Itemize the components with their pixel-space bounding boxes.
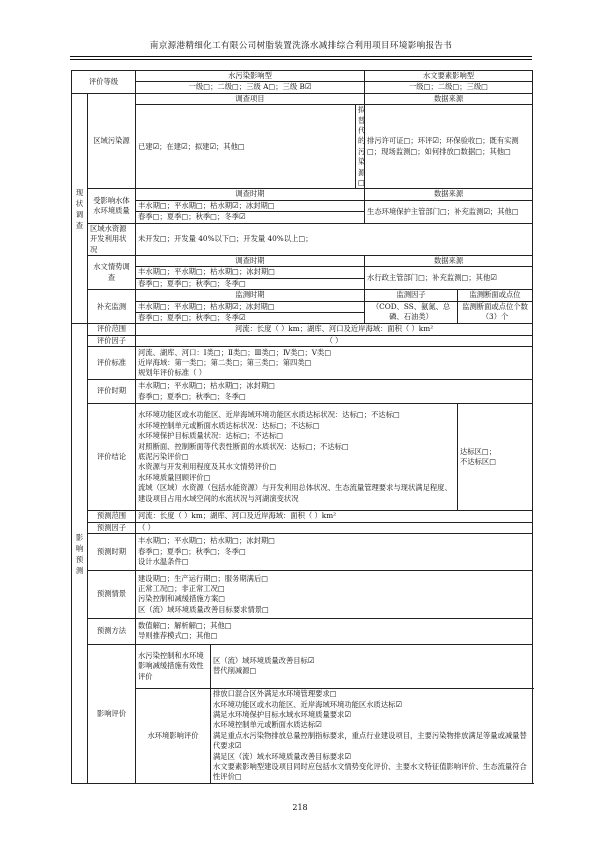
affected-water-label: 受影响水体水环境质量 bbox=[88, 189, 136, 223]
prediction-scenario-line3: 污染控制和减缓措施方案□ bbox=[138, 594, 226, 604]
assessment-scope-label: 评价范围 bbox=[88, 324, 136, 335]
hydrology-data-source: 水行政主管部门□；补充监测□；其他☑ bbox=[365, 267, 533, 290]
attainment-zone bbox=[458, 404, 533, 511]
conclusion-line: 水环境质量回顾评价□ bbox=[138, 472, 211, 482]
replaced-source: 拟替代的污染源□ bbox=[356, 105, 365, 189]
assessment-standard-label: 评价标准 bbox=[88, 347, 136, 380]
conclusion-line: 水环境保护目标质量状况：达标□；不达标□ bbox=[138, 431, 284, 441]
impact-line: 水环境功能区或水功能区、近岸海域环境功能区水质达标☑ bbox=[213, 699, 402, 709]
monitor-period-header: 监测时期 bbox=[136, 290, 365, 301]
prediction-period-line1: 丰水期□；平水期□；枯水期□；冰封期□ bbox=[138, 536, 276, 546]
impact-line: 水环境控制单元或断面水质达标☑ bbox=[213, 720, 322, 730]
survey-period-header-2: 调查时期 bbox=[136, 255, 365, 266]
supplementary-monitoring-label: 补充监测 bbox=[88, 290, 136, 324]
impact-line: 满足区（流）域水环境质量改善目标要求☑ bbox=[213, 751, 351, 761]
assessment-standard-line3: 规划年评价标准（ ） bbox=[138, 368, 206, 378]
mitigation-effectiveness-label: 水污染控制和水环境影响减缓措施有效性评价 bbox=[136, 644, 211, 688]
prediction-method-line1: 数值解□；解析解□；其他□ bbox=[138, 621, 232, 631]
prediction-period-line2: 春季□；夏季□；秋季□；冬季□ bbox=[138, 546, 246, 556]
water-impact-assessment-lines bbox=[211, 688, 533, 783]
assessment-table bbox=[71, 70, 533, 784]
page-header: 南京源港精细化工有限公司树脂装置洗涤水减排综合利用项目环境影响报告书 bbox=[149, 41, 453, 51]
attainment-zone-line1: 达标区□； bbox=[460, 446, 497, 456]
prediction-scenario-line1: 建设期□；生产运行期□；服务期满后□ bbox=[138, 573, 269, 583]
monitor-period-line1: 丰水期□；平水期□；枯水期☑；冰封期□ bbox=[136, 301, 365, 312]
water-pollution-type: 水污染影响型 bbox=[136, 71, 365, 82]
impact-line: 满足水环境保护目标水域水环境质量要求☑ bbox=[213, 709, 351, 719]
assessment-scope-text: 河流：长度（ ）km；湖库、河口及近岸海域：面积（ ）km² bbox=[136, 324, 533, 335]
conclusion-line: 流域（区域）水资源（包括水能资源）与开发利用总体状况、生态流量管理要求与现状满足程度、建设项目占用水域空间的水流状况与河湖演变状况 bbox=[138, 483, 452, 503]
monitor-factors-header: 监测因子 bbox=[365, 290, 458, 301]
assessment-factor-text: （ ） bbox=[136, 335, 533, 346]
prediction-scenario-line2: 正常工况□；非正常工况□ bbox=[138, 584, 225, 594]
monitor-factors: （COD、SS、氨氮、总磷、石油类） bbox=[365, 301, 458, 324]
assessment-period-line2: 春季□；夏季□；秋季□；冬季□ bbox=[138, 391, 246, 401]
hydrology-type: 水文要素影响型 bbox=[365, 71, 533, 82]
impact-line: 满足重点水污染物排放总量控制指标要求，重点行业建设项目，主要污染物排放满足等量或减量替代要求☑ bbox=[213, 730, 527, 751]
assessment-standard-line2: 近岸海域：第一类□；第二类□；第三类□；第四类□ bbox=[138, 357, 312, 367]
page-number: 218 bbox=[292, 803, 308, 812]
impact-assessment-section: 影响评价 bbox=[88, 644, 136, 783]
water-pollution-levels: 一级□；二级□；三级 A□；三级 B☑ bbox=[136, 82, 365, 93]
prediction-factor-label: 预测因子 bbox=[88, 522, 136, 533]
pollution-data-source: 排污许可证□；环评☑；环保验收□；既有实测□；现场监测□；如何排放□数据□；其他□ bbox=[365, 105, 533, 189]
monitor-period-line2: 春季□；夏季□；秋季□；冬季☑ bbox=[136, 312, 365, 323]
data-source-header-3: 数据来源 bbox=[365, 255, 533, 266]
affected-period-line2: 春季□；夏季□；秋季□；冬季☑ bbox=[136, 212, 365, 223]
survey-period-header: 调查时期 bbox=[136, 189, 365, 200]
impact-line: 水文要素影响型建设项目同时应包括水文情势变化评价、主要水文特征值影响评价、生态流量符合性评价□ bbox=[213, 761, 527, 782]
mitigation-line2: 替代削减源□ bbox=[213, 666, 257, 676]
prediction-period-label: 预测时期 bbox=[88, 533, 136, 570]
hydrology-survey-label: 水文情势调查 bbox=[88, 255, 136, 289]
assessment-factor-label: 评价因子 bbox=[88, 335, 136, 346]
prediction-period-line3: 设计水温条件□ bbox=[138, 557, 189, 567]
water-resource-text: 未开发□；开发量 40%以下□；开发量 40%以上□； bbox=[136, 223, 533, 255]
conclusion-line: 水环境控制单元或断面水质达标状况：达标□；不达标□ bbox=[138, 420, 320, 430]
impact-line: 排放口混合区外满足水环境管理要求□ bbox=[213, 689, 337, 699]
assessment-conclusion-label: 评价结论 bbox=[88, 404, 136, 511]
attainment-zone-line2: 不达标区□ bbox=[460, 457, 497, 467]
data-source-header: 数据来源 bbox=[365, 93, 533, 104]
assessment-period-label: 评价时期 bbox=[88, 380, 136, 404]
conclusion-line: 水环境功能区或水功能区、近岸海域环境功能区水质达标状况：达标□；不达标□ bbox=[138, 410, 400, 420]
header-rule-thin bbox=[70, 59, 532, 60]
assessment-period-line1: 丰水期□；平水期□；枯水期□；冰封期□ bbox=[138, 381, 276, 391]
assessment-conclusion-lines bbox=[136, 404, 458, 511]
conclusion-line: 对照断面、控制断面等代表性断面的水质状况：达标□；不达标□ bbox=[138, 441, 349, 451]
prediction-method-label: 预测方法 bbox=[88, 618, 136, 644]
header-rule bbox=[70, 56, 532, 57]
hydrology-period-line2: 春季□；夏季□；秋季□；冬季□ bbox=[136, 278, 365, 289]
survey-items-header: 调查项目 bbox=[136, 93, 365, 104]
conclusion-line: 水资源与开发利用程度及其水文情势评价□ bbox=[138, 462, 277, 472]
prediction-method-line2: 导则推荐模式□；其他□ bbox=[138, 631, 218, 641]
prediction-factor-text: （ ） bbox=[136, 522, 533, 533]
monitor-sections-header: 监测断面或点位 bbox=[458, 290, 533, 301]
prediction-scope-label: 预测范围 bbox=[88, 511, 136, 522]
data-source-header-2: 数据来源 bbox=[365, 189, 533, 200]
affected-period-line1: 丰水期□；平水期□；枯水期☑；冰封期□ bbox=[136, 200, 365, 211]
prediction-scenario-label: 预测情景 bbox=[88, 570, 136, 618]
regional-pollution-label: 区域污染源 bbox=[88, 93, 136, 189]
monitor-sections: 监测断面或点位个数（3）个 bbox=[458, 301, 533, 324]
hydrology-period-line1: 丰水期□；平水期□；枯水期□；冰封期□ bbox=[136, 267, 365, 278]
pollution-items: 已建☑；在建☑；拟建☑；其他□ bbox=[136, 105, 356, 189]
grade-label: 评价等级 bbox=[72, 71, 136, 94]
water-resource-label: 区域水资源开发利用状况 bbox=[88, 223, 136, 255]
prediction-scope-text: 河流：长度（ ）km；湖库、河口及近岸海域：面积（ ）km² bbox=[136, 511, 533, 522]
hydrology-levels: 一级□；二级□；三级□ bbox=[365, 82, 533, 93]
affected-data-source: 生态环境保护主管部门□；补充监测☑；其他□ bbox=[365, 200, 533, 223]
mitigation-line1: 区（流）域环境质量改善目标☑ bbox=[213, 656, 315, 666]
impact-prediction-section: 影响预测 bbox=[72, 324, 88, 784]
water-impact-assessment-label: 水环境影响评价 bbox=[136, 688, 211, 783]
prediction-scenario-line4: 区（流）域环境质量改善目标要求情景□ bbox=[138, 604, 269, 614]
status-survey-section: 现状调查 bbox=[72, 93, 88, 324]
conclusion-line: 底泥污染评价□ bbox=[138, 451, 189, 461]
assessment-standard-line1: 河流、湖库、河口：Ⅰ类□；Ⅱ类□；Ⅲ类□；Ⅳ类□；Ⅴ类□ bbox=[138, 347, 332, 357]
